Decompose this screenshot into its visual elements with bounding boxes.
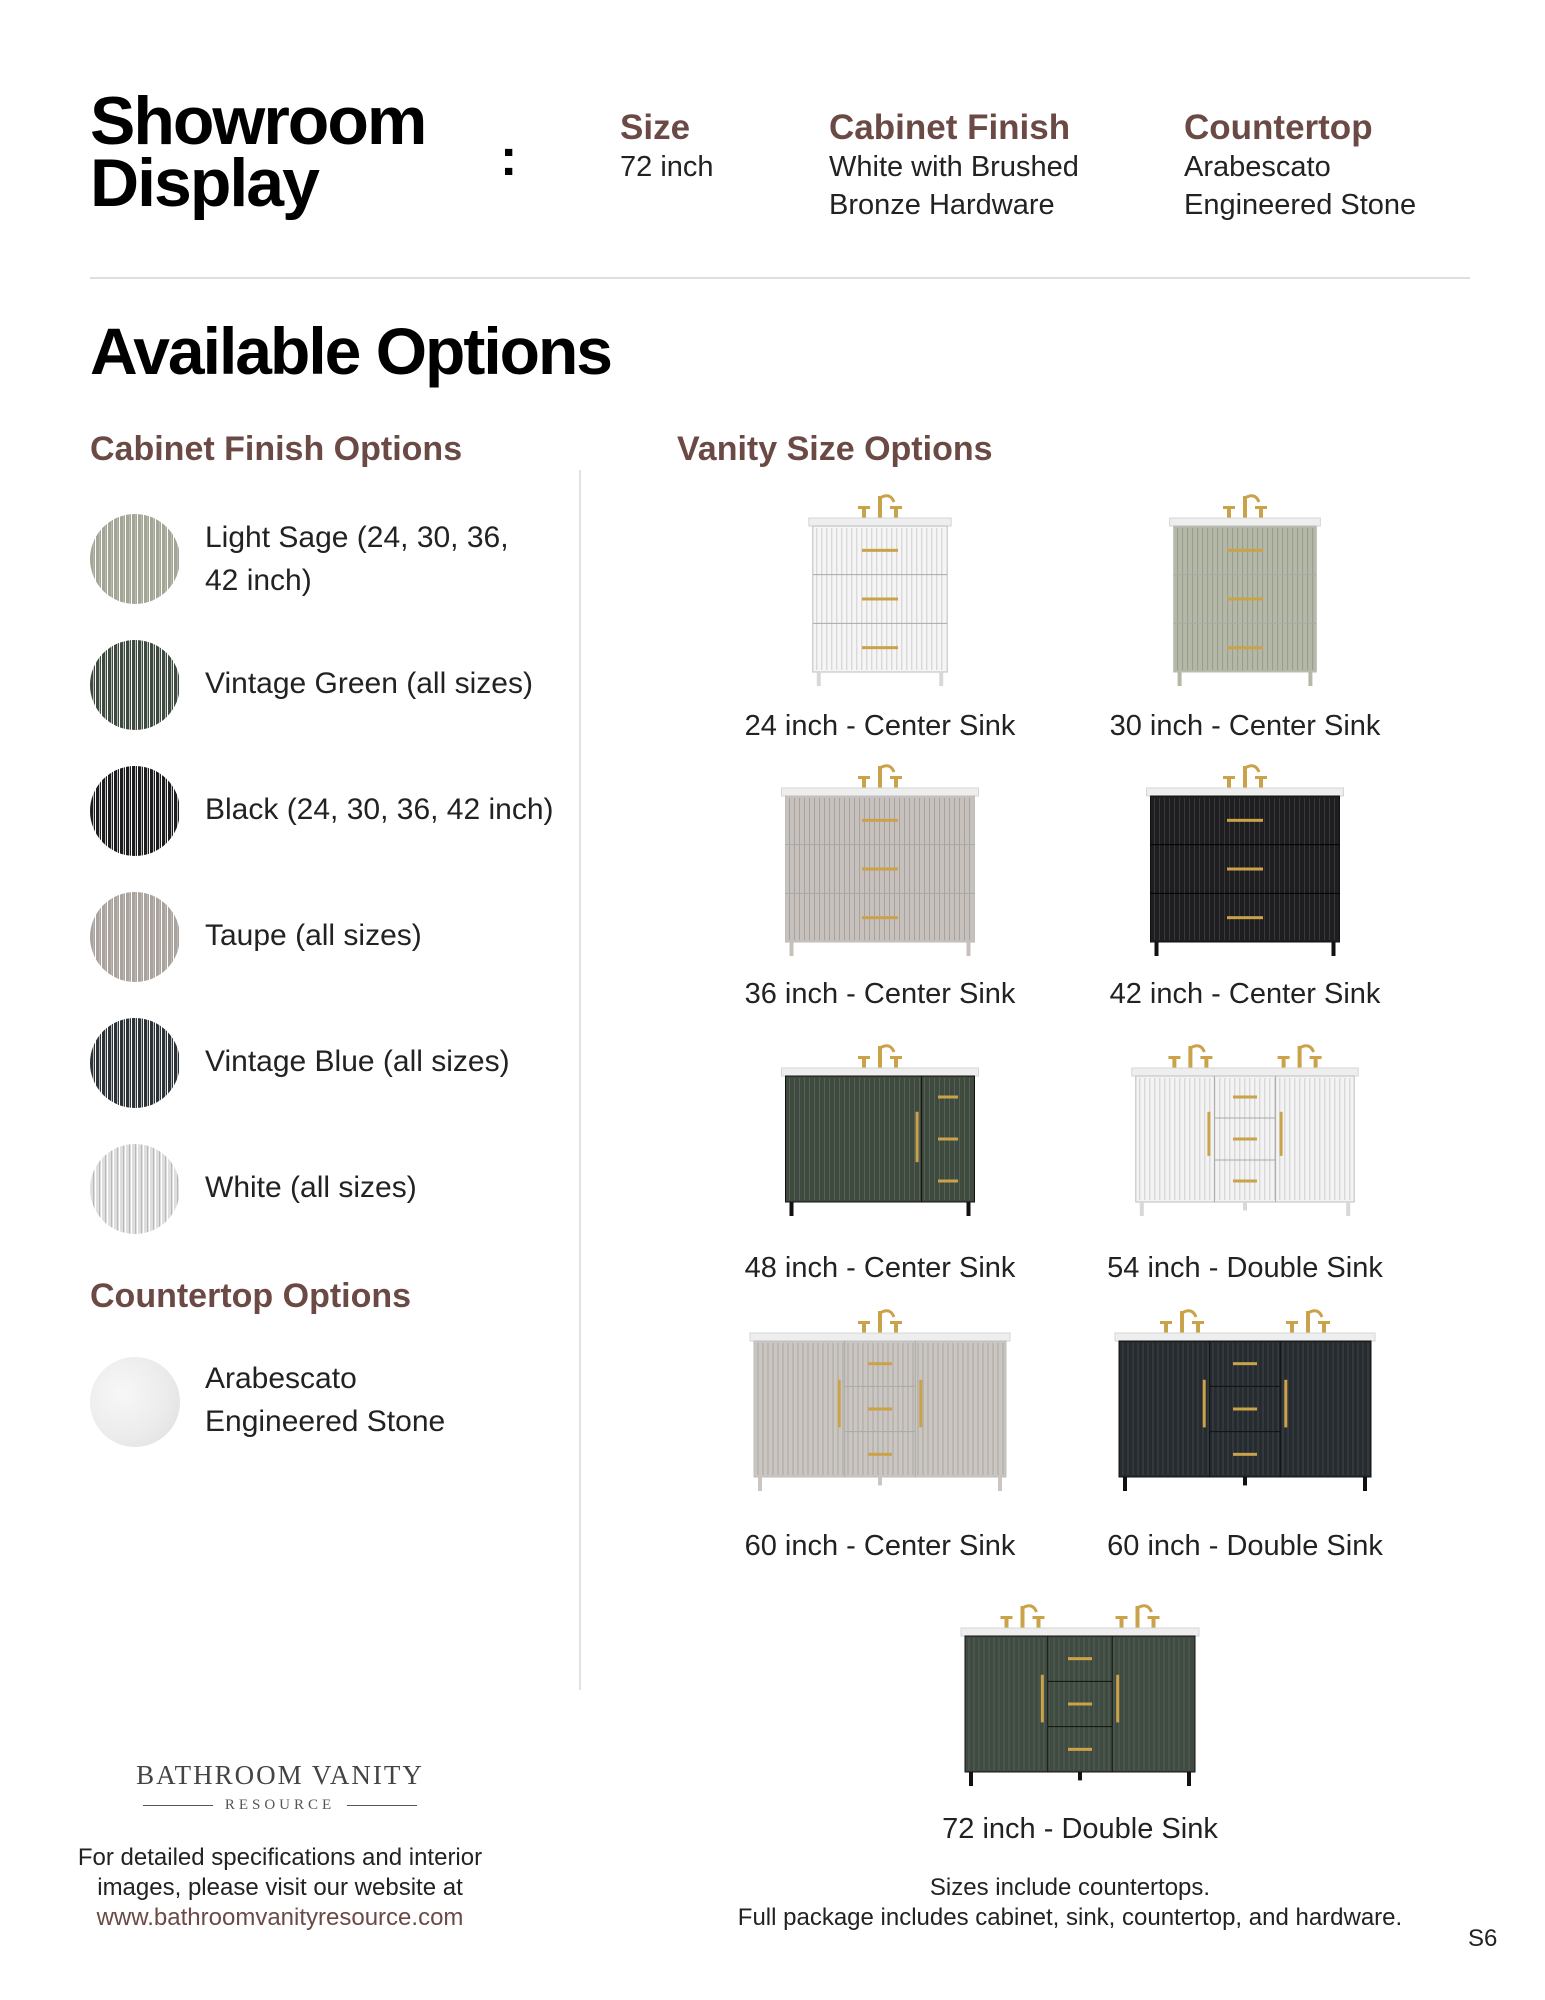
center-faucet-spout [878, 496, 882, 518]
leg-right [998, 1477, 1002, 1491]
vanity-54-illustration [1035, 1040, 1455, 1230]
finish-option-vintage-blue [90, 1018, 570, 1110]
left-faucet-spout [1180, 1311, 1184, 1333]
drawer-pull [1227, 646, 1263, 649]
finish-label-line: 42 inch) [205, 564, 312, 597]
right-faucet-handle-left [1120, 1618, 1124, 1628]
vanity-label: 60 inch - Double Sink [1107, 1530, 1383, 1562]
drawer-pull [1068, 1748, 1092, 1751]
right-faucet-lever-left [1116, 1616, 1128, 1619]
brand-logo [90, 1760, 470, 1814]
leg-right [1363, 1477, 1367, 1491]
right-faucet-lever-right [1310, 1056, 1322, 1059]
spec-cabinet-finish [829, 108, 1079, 224]
footer-package-line: Full package includes cabinet, sink, countertop, and hardware. [737, 1904, 1403, 1931]
center-faucet-spout [1243, 766, 1247, 788]
countertop [961, 1628, 1199, 1636]
center-faucet-neck [880, 1311, 894, 1317]
center-faucet-neck [1245, 496, 1259, 502]
left-faucet-spout [1021, 1606, 1025, 1628]
vanity-24-illustration [670, 490, 1090, 700]
showroom-display-title [90, 83, 426, 221]
drawer-pull [1233, 1138, 1257, 1141]
countertop [782, 788, 979, 796]
center-faucet-lever-left [858, 776, 870, 779]
leg-left [1123, 1477, 1127, 1491]
finish-option-white [90, 1144, 570, 1236]
left-faucet-handle-left [1005, 1618, 1009, 1628]
left-faucet-handle-left [1164, 1323, 1168, 1333]
vanity-label: 24 inch - Center Sink [744, 710, 1016, 742]
finish-option-light-sage [90, 514, 570, 606]
spec-size-label: Size [620, 108, 691, 147]
door-pull-left [1207, 1112, 1210, 1156]
drawer-pull [1227, 916, 1263, 919]
countertop [750, 1333, 1010, 1341]
spec-finish-value-2: Bronze Hardware [829, 189, 1055, 221]
footer-package-note [700, 1873, 1440, 1933]
door-pull-left [838, 1380, 841, 1428]
finish-option-black [90, 766, 570, 858]
left-faucet-neck [1190, 1046, 1204, 1052]
center-faucet-handle-right [894, 778, 898, 788]
right-faucet-spout [1298, 1046, 1302, 1068]
finish-option-label: White (all sizes) [205, 1171, 417, 1204]
countertop-option-arabescato [90, 1357, 570, 1449]
leg-right [1332, 942, 1336, 956]
drawer-pull [938, 1096, 958, 1099]
center-faucet-lever-right [890, 1321, 902, 1324]
brand-subtitle [90, 1797, 470, 1814]
cabinet-finish-heading: Cabinet Finish Options [90, 430, 463, 468]
vanity-label: 42 inch - Center Sink [1109, 978, 1381, 1010]
center-faucet-lever-right [890, 1056, 902, 1059]
leg-center [1078, 1772, 1082, 1780]
countertop-label-line: Engineered Stone [205, 1405, 446, 1438]
center-faucet-handle-right [894, 1058, 898, 1068]
center-faucet-lever-right [890, 776, 902, 779]
title-line-2: Display [90, 145, 318, 221]
leg-left [1155, 942, 1159, 956]
center-faucet-neck [1245, 766, 1259, 772]
leg-right [1187, 1772, 1191, 1786]
center-faucet-lever-left [1223, 776, 1235, 779]
finish-option-taupe [90, 892, 570, 984]
footer-website-note [40, 1843, 520, 1933]
center-faucet-lever-right [890, 506, 902, 509]
right-faucet-lever-left [1278, 1056, 1290, 1059]
drawer-pull [868, 1362, 892, 1365]
left-faucet-lever-left [1001, 1616, 1013, 1619]
center-faucet-spout [878, 1046, 882, 1068]
black-swatch [90, 766, 180, 856]
right-faucet-lever-right [1318, 1321, 1330, 1324]
door-pull-right [1284, 1380, 1287, 1428]
drawer-pull [938, 1180, 958, 1183]
drawer-pull [862, 646, 898, 649]
vintage-blue-swatch [90, 1018, 180, 1108]
left-faucet-lever-right [1033, 1616, 1045, 1619]
door-pull-right [919, 1380, 922, 1428]
drawer-pull [862, 598, 898, 601]
right-faucet-handle-left [1290, 1323, 1294, 1333]
vanity-option-54-double [1035, 1040, 1455, 1300]
center-faucet-handle-left [862, 1058, 866, 1068]
vanity-option-42-center [1035, 760, 1455, 1020]
brand-rule-right [347, 1805, 417, 1806]
light-sage-swatch [90, 514, 180, 604]
drawer-pull [862, 868, 898, 871]
vanity-size-heading: Vanity Size Options [677, 430, 993, 468]
title-line-1: Showroom [90, 83, 426, 159]
right-faucet-handle-left [1282, 1058, 1286, 1068]
center-faucet-lever-right [1255, 776, 1267, 779]
door-pull-right [1116, 1675, 1119, 1723]
left-faucet-handle-left [1172, 1058, 1176, 1068]
leg-right [1308, 672, 1312, 686]
leg-center [1243, 1477, 1247, 1485]
leg-left [790, 942, 794, 956]
vanity-option-60-center [670, 1305, 1090, 1575]
center-faucet-spout [878, 1311, 882, 1333]
leg-left [1140, 1202, 1144, 1216]
spec-finish-label: Cabinet Finish [829, 108, 1071, 147]
drawer-pull [1227, 819, 1263, 822]
finish-option-label [205, 516, 509, 602]
right-faucet-lever-left [1286, 1321, 1298, 1324]
finish-option-label: Taupe (all sizes) [205, 919, 422, 952]
vanity-label: 30 inch - Center Sink [1109, 710, 1381, 742]
right-faucet-lever-right [1148, 1616, 1160, 1619]
center-faucet-handle-left [1227, 778, 1231, 788]
spec-countertop-value-1: Arabescato [1184, 151, 1331, 183]
drawer-pull [938, 1138, 958, 1141]
door-pull-left [1203, 1380, 1206, 1428]
left-faucet-neck [1182, 1311, 1196, 1317]
spec-size [620, 108, 714, 186]
center-faucet-spout [878, 766, 882, 788]
center-faucet-neck [880, 766, 894, 772]
drawer-pull [868, 1453, 892, 1456]
countertop [1132, 1068, 1358, 1076]
vanity-option-60-double [1035, 1305, 1455, 1575]
leg-left [790, 1202, 794, 1216]
left-faucet-handle-right [1037, 1618, 1041, 1628]
leg-left [1178, 672, 1182, 686]
center-faucet-handle-left [862, 508, 866, 518]
arabescato-swatch [90, 1357, 180, 1447]
vanity-option-36-center [670, 760, 1090, 1020]
drawer-pull [1233, 1453, 1257, 1456]
left-faucet-lever-right [1200, 1056, 1212, 1059]
right-faucet-neck [1300, 1046, 1314, 1052]
vanity-option-30-center [1035, 490, 1455, 750]
right-faucet-handle-right [1322, 1323, 1326, 1333]
header-divider [90, 277, 1470, 279]
drawer-pull [1068, 1703, 1092, 1706]
leg-right [1346, 1202, 1350, 1216]
right-faucet-neck [1308, 1311, 1322, 1317]
page-number: S6 [1468, 1925, 1498, 1952]
center-faucet-handle-right [1259, 778, 1263, 788]
spec-size-value: 72 inch [620, 151, 714, 183]
countertop-label-line: Arabescato [205, 1362, 357, 1395]
spec-countertop-label: Countertop [1184, 108, 1373, 147]
drawer-pull [868, 1408, 892, 1411]
leg-left [817, 672, 821, 686]
spec-finish-value-1: White with Brushed [829, 151, 1079, 183]
brand-subtitle-text: RESOURCE [224, 1797, 336, 1813]
center-faucet-handle-right [894, 508, 898, 518]
countertop-option-label [205, 1357, 445, 1443]
vanity-option-24-center [670, 490, 1090, 750]
left-faucet-neck [1023, 1606, 1037, 1612]
vanity-60-center-illustration [670, 1305, 1090, 1505]
vanity-42-illustration [1035, 760, 1455, 970]
finish-option-label: Vintage Blue (all sizes) [205, 1045, 510, 1078]
left-faucet-lever-left [1160, 1321, 1172, 1324]
left-faucet-handle-right [1196, 1323, 1200, 1333]
countertop [809, 518, 951, 526]
spec-countertop [1184, 108, 1416, 224]
available-options-title: Available Options [90, 314, 612, 388]
right-faucet-handle-right [1314, 1058, 1318, 1068]
leg-center [1243, 1202, 1247, 1210]
right-faucet-spout [1306, 1311, 1310, 1333]
drawer-pull [1227, 549, 1263, 552]
column-divider [579, 470, 581, 1690]
vanity-label: 48 inch - Center Sink [744, 1252, 1016, 1284]
vanity-option-48-center [670, 1040, 1090, 1300]
leg-center [878, 1477, 882, 1485]
countertop-heading: Countertop Options [90, 1277, 412, 1315]
vanity-label: 72 inch - Double Sink [942, 1813, 1218, 1845]
center-faucet-neck [880, 496, 894, 502]
vanity-label: 36 inch - Center Sink [744, 978, 1016, 1010]
center-faucet-lever-left [858, 1321, 870, 1324]
countertop [1115, 1333, 1375, 1341]
left-faucet-handle-right [1204, 1058, 1208, 1068]
vanity-label: 60 inch - Center Sink [744, 1530, 1016, 1562]
white-swatch [90, 1144, 180, 1234]
finish-option-vintage-green [90, 640, 570, 732]
leg-right [939, 672, 943, 686]
vanity-36-illustration [670, 760, 1090, 970]
center-faucet-lever-right [1255, 506, 1267, 509]
title-colon: : [500, 129, 518, 187]
vanity-60-double-illustration [1035, 1305, 1455, 1505]
center-faucet-handle-left [1227, 508, 1231, 518]
center-faucet-lever-left [1223, 506, 1235, 509]
center-faucet-handle-left [862, 778, 866, 788]
center-faucet-lever-left [858, 506, 870, 509]
countertop [782, 1068, 979, 1076]
footer-note-line: images, please visit our website at [97, 1874, 463, 1901]
door-pull [916, 1112, 919, 1162]
center-faucet-lever-left [858, 1056, 870, 1059]
leg-right [967, 942, 971, 956]
drawer-pull [862, 819, 898, 822]
vanity-label: 54 inch - Double Sink [1107, 1252, 1383, 1284]
drawer-pull [1227, 598, 1263, 601]
brand-rule-left [143, 1805, 213, 1806]
left-faucet-lever-left [1168, 1056, 1180, 1059]
website-link[interactable]: www.bathroomvanityresource.com [96, 1904, 464, 1931]
leg-left [758, 1477, 762, 1491]
center-faucet-handle-right [894, 1323, 898, 1333]
brand-name: BATHROOM VANITY [136, 1760, 424, 1790]
drawer-pull [1227, 868, 1263, 871]
center-faucet-spout [1243, 496, 1247, 518]
center-faucet-handle-left [862, 1323, 866, 1333]
leg-right [967, 1202, 971, 1216]
drawer-pull [1233, 1408, 1257, 1411]
center-faucet-neck [880, 1046, 894, 1052]
footer-package-line: Sizes include countertops. [929, 1874, 1211, 1901]
drawer-pull [1233, 1096, 1257, 1099]
door-pull-right [1280, 1112, 1283, 1156]
vintage-green-swatch [90, 640, 180, 730]
left-faucet-lever-right [1192, 1321, 1204, 1324]
center-faucet-handle-right [1259, 508, 1263, 518]
drawer-pull [1068, 1657, 1092, 1660]
finish-option-label: Black (24, 30, 36, 42 inch) [205, 793, 554, 826]
taupe-swatch [90, 892, 180, 982]
drawer-pull [862, 916, 898, 919]
drawer-pull [1233, 1362, 1257, 1365]
spec-countertop-value-2: Engineered Stone [1184, 189, 1417, 221]
vanity-48-illustration [670, 1040, 1090, 1230]
finish-option-label: Vintage Green (all sizes) [205, 667, 533, 700]
right-faucet-neck [1138, 1606, 1152, 1612]
footer-note-line: For detailed specifications and interior [77, 1844, 483, 1871]
vanity-30-illustration [1035, 490, 1455, 700]
drawer-pull [862, 549, 898, 552]
countertop [1170, 518, 1321, 526]
door-pull-left [1041, 1675, 1044, 1723]
vanity-option-72-double [850, 1600, 1310, 1860]
leg-left [969, 1772, 973, 1786]
right-faucet-handle-right [1152, 1618, 1156, 1628]
vanity-72-illustration [850, 1600, 1310, 1800]
countertop [1147, 788, 1344, 796]
drawer-pull [1233, 1180, 1257, 1183]
right-faucet-spout [1136, 1606, 1140, 1628]
finish-label-line: Light Sage (24, 30, 36, [205, 521, 509, 554]
left-faucet-spout [1188, 1046, 1192, 1068]
